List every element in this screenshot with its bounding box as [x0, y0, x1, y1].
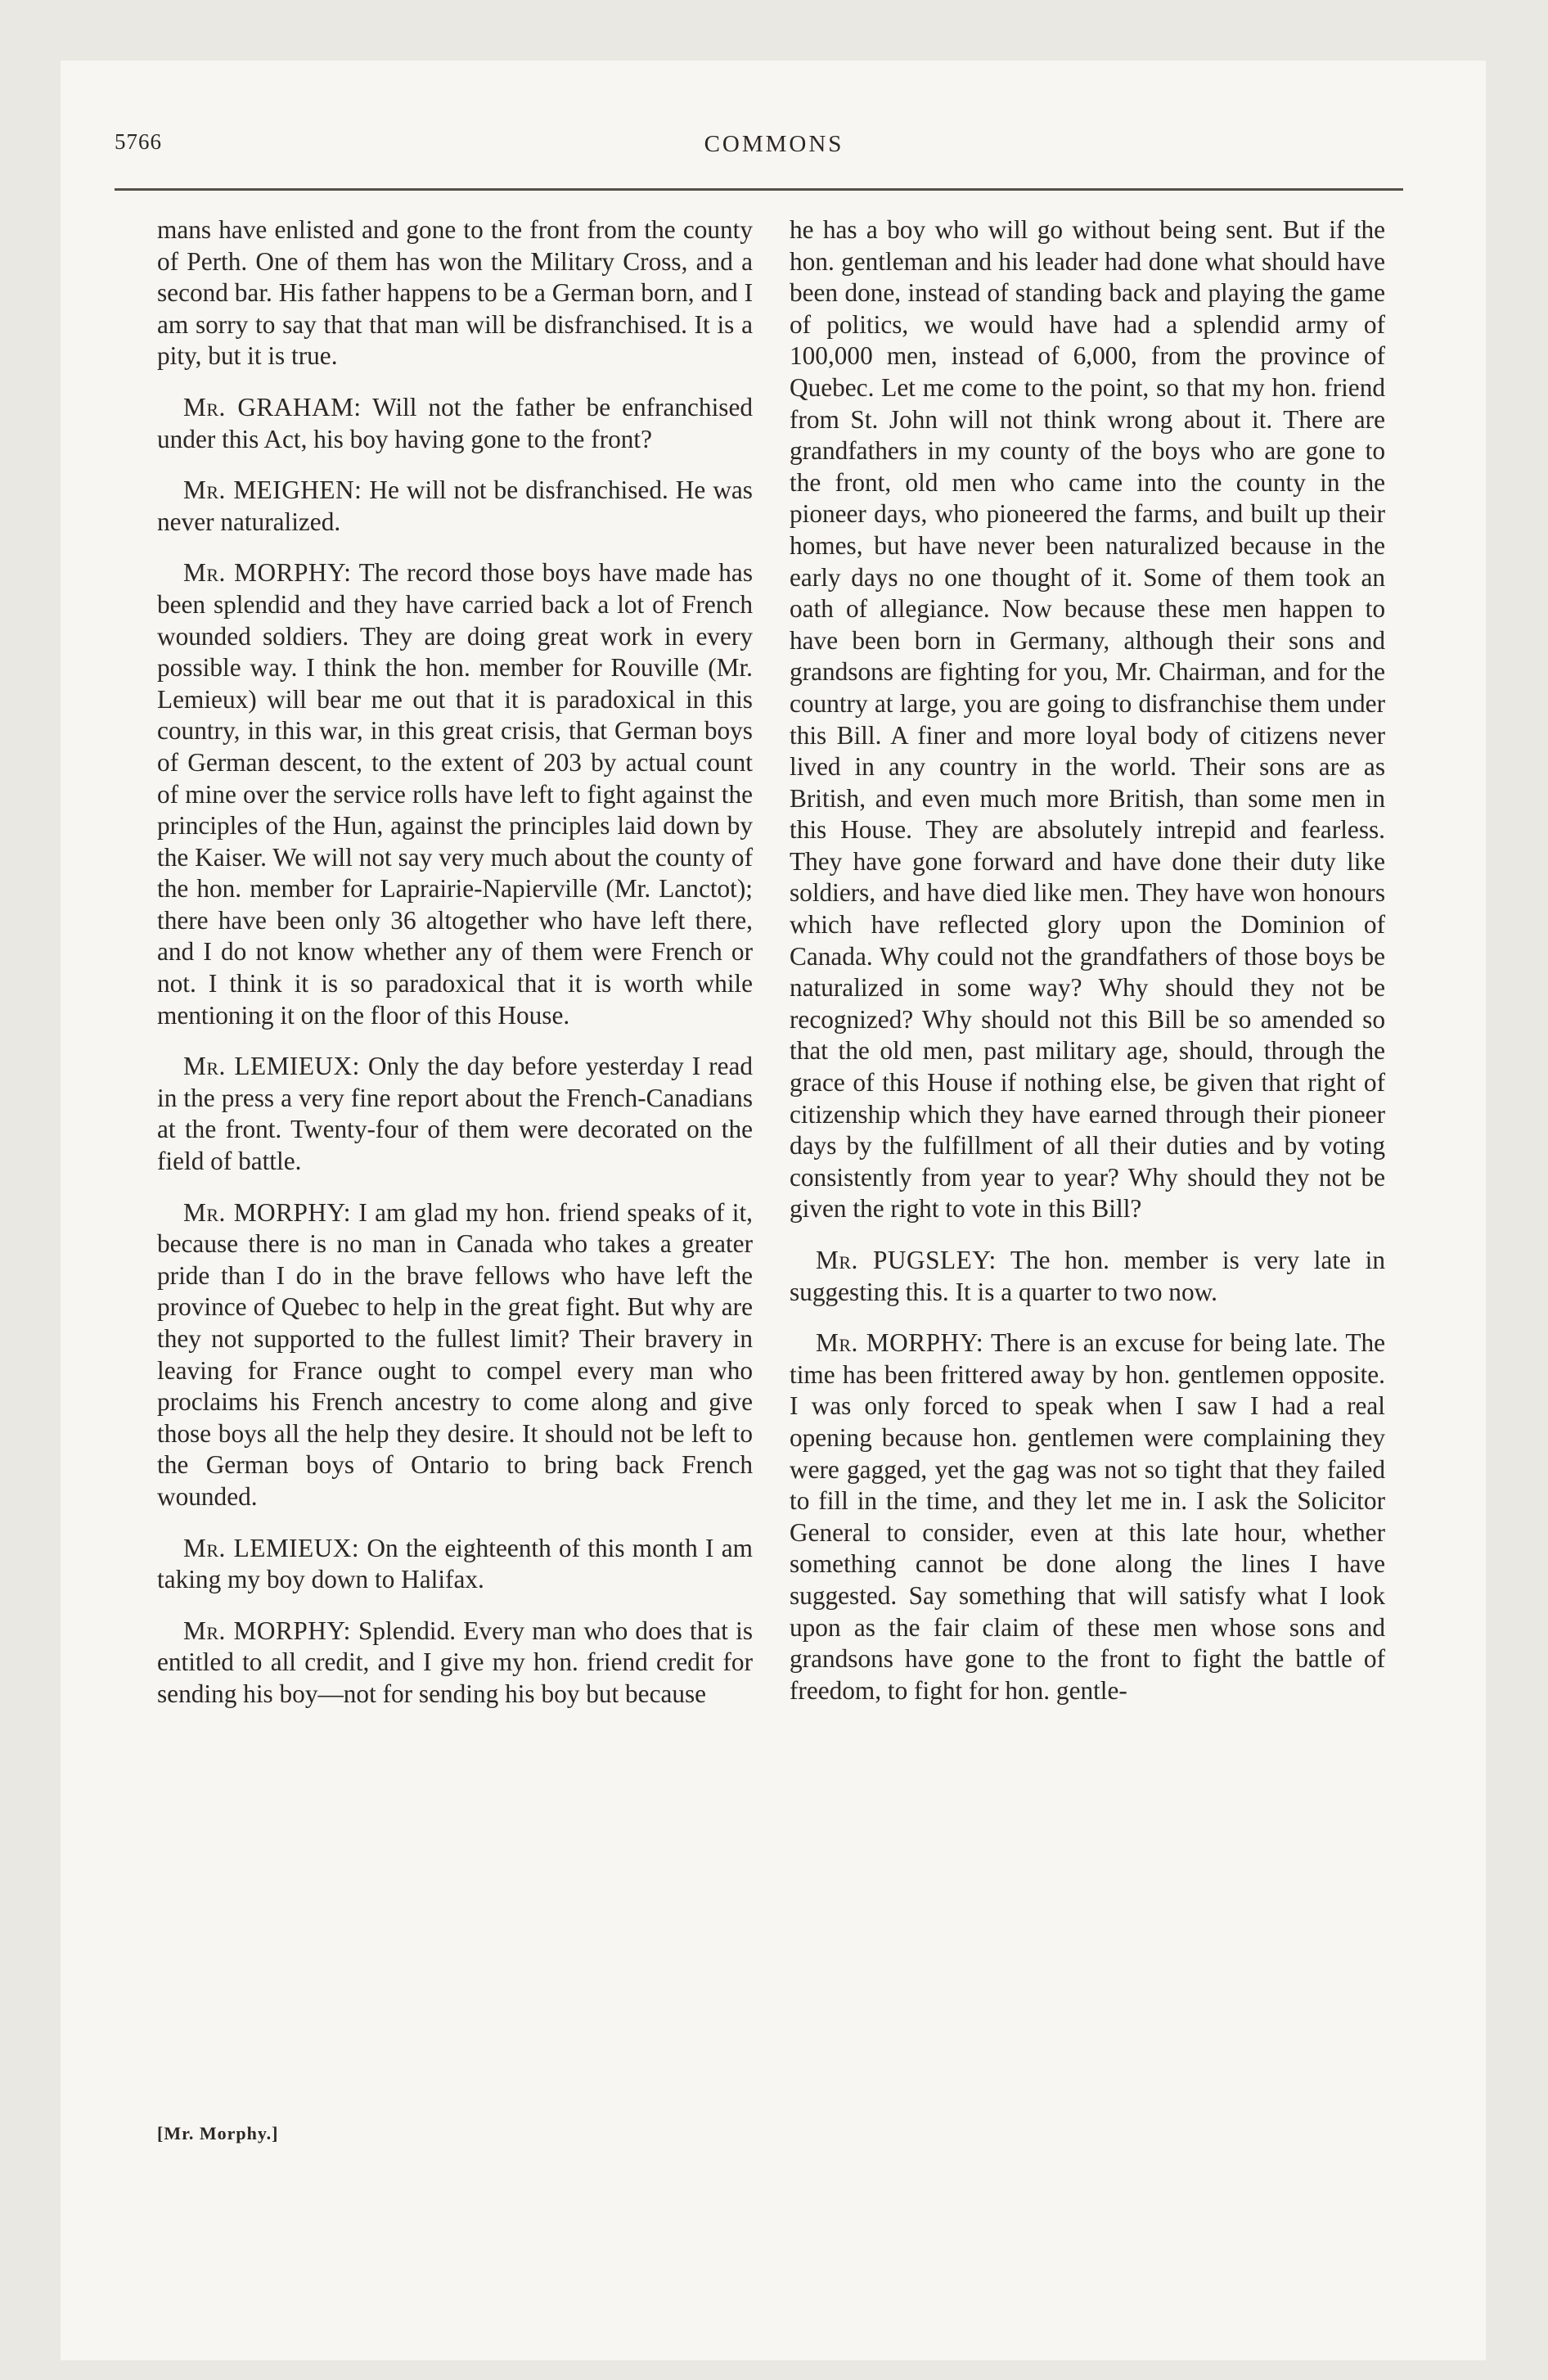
page-number: 5766 [115, 129, 162, 154]
speech-paragraph [157, 1616, 753, 1711]
speech-paragraph [157, 1051, 753, 1177]
paragraph-continuation [790, 214, 1385, 1225]
speaker-name: Mr. MORPHY: [183, 558, 352, 588]
speech-paragraph [157, 1533, 753, 1596]
paragraph-text: mans have enlisted and gone to the front from the county of Perth. One of them has won the Military Cross, and a second bar. His father happens to be a German born, and I am sorry to say that that man will be disfranchised. It is a pity, but it is true. [157, 215, 753, 371]
speaker-name: Mr. LEMIEUX: [183, 1052, 360, 1081]
speech-paragraph [157, 475, 753, 538]
speaker-attribution-footer: [Mr. Morphy.] [157, 2123, 279, 2143]
speech-paragraph [157, 1197, 753, 1513]
right-column [790, 214, 1385, 1706]
speaker-name: Mr. MORPHY: [816, 1328, 984, 1358]
paragraph-text: I am glad my hon. friend speaks of it, because there is no man in Canada who takes a greater pride than I do in the brave fellows who have left the province of Quebec to help in the great fight. But why are they not supported to the fullest limit? Their bravery in leaving for France ought to compel every man who proclaims his French ancestry to come along and give those boys all the help they desire. It should not be left to the German boys of Ontario to bring back French wounded. [157, 1197, 753, 1511]
speaker-name: Mr. MEIGHEN: [183, 476, 362, 505]
paragraph-continuation [157, 214, 753, 372]
paragraph-text: There is an excuse for being late. The time has been frittered away by hon. gentlemen opposite. I was only forced to speak when I saw I had a real opening because hon. gentlemen were complaining they were gagged, yet the gag was not so tight that they failed to fill in the time, and they let me in. I ask the Solicitor General to consider, even at this late hour, whether something cannot be done along the lines I have suggested. Say something that will satisfy what I look upon as the fair claim of these men whose sons and grandsons have gone to the front to fight the battle of freedom, to fight for hon. gentle- [790, 1328, 1385, 1705]
speaker-name: Mr. MORPHY: [183, 1616, 351, 1645]
speech-paragraph [790, 1245, 1385, 1308]
paragraph-text: On the eighteenth of this month I am taking my boy down to Halifax. [157, 1533, 753, 1594]
speaker-name: Mr. PUGSLEY: [816, 1246, 997, 1274]
speaker-name: Mr. MORPHY: [183, 1197, 351, 1227]
running-head: COMMONS [704, 131, 844, 157]
speaker-name: Mr. GRAHAM: [183, 392, 362, 421]
paragraph-text: Only the day before yesterday I read in the press a very fine report about the French-Canadians at the front. Twenty-four of them were decorated on the field of battle. [157, 1052, 754, 1176]
speech-paragraph [157, 557, 753, 1031]
paragraph-text: He will not be disfranchised. He was never naturalized. [157, 476, 753, 536]
paragraph-text: Will not the father be enfranchised under this Act, his boy having gone to the front? [157, 392, 753, 453]
paragraph-text: he has a boy who will go without being sent. But if the hon. gentleman and his leader had done what should have been done, instead of standing back and playing the game of politics, we would have had a splendid army of 100,000 men, instead of 6,000, from the province of Quebec. Let me come to the point, so that my hon. friend from St. John will not think wrong about it. There are grandfathers in my county of the boys who are gone to the front, old men who came into the county in the pioneer days, who pioneered the farms, and built up their homes, but have never been naturalized because in the early days no one thought of it. Some of them took an oath of allegiance. Now because these men happen to have been born in Germany, although their sons and grandsons are fighting for you, Mr. Chairman, and for the country at large, you are going to disfranchise them under this Bill. A finer and more loyal body of citizens never lived in any country in the world. Their sons are as British, and even much more British, than some men in this House. They are absolutely intrepid and fearless. They have gone forward and have done their duty like soldiers, and have died like men. They have won honours which have reflected glory upon the Dominion of Canada. Why could not the grandfathers of those boys be naturalized in some way? Why should they not be recognized? Why should not this Bill be so amended so that the old men, past military age, should, through the grace of this House if nothing else, be given that right of citizenship which they have earned through their pioneer days by the fulfillment of all their duties and by voting consistently from year to year? Why should they not be given the right to vote in this Bill? [790, 215, 1385, 1224]
paragraph-text: The record those boys have made has been splendid and they have carried back a lot of French wounded soldiers. They are doing great work in every possible way. I think the hon. member for Rouville (Mr. Lemieux) will bear me out that it is paradoxical in this country, in this war, in this great crisis, that German boys of German descent, to the extent of 203 by actual count of mine over the service rolls have left to fight against the principles of the Hun, against the principles laid down by the Kaiser. We will not say very much about the county of the hon. member for Laprairie-Napierville (Mr. Lanctot); there have been only 36 altogether who have left there, and I do not know whether any of them were French or not. I think it is so paradoxical that it is worth while mentioning it on the floor of this House. [157, 558, 753, 1030]
speaker-name: Mr. LEMIEUX: [183, 1533, 360, 1562]
speech-paragraph [790, 1327, 1385, 1706]
header-rule [115, 188, 1403, 191]
paragraph-text: The hon. member is very late in suggesting this. It is a quarter to two now. [790, 1246, 1385, 1306]
paragraph-text: Splendid. Every man who does that is entitled to all credit, and I give my hon. friend credit for sending his boy—not for sending his boy but because [157, 1616, 754, 1708]
speech-paragraph [157, 392, 753, 455]
left-column [157, 214, 753, 1711]
